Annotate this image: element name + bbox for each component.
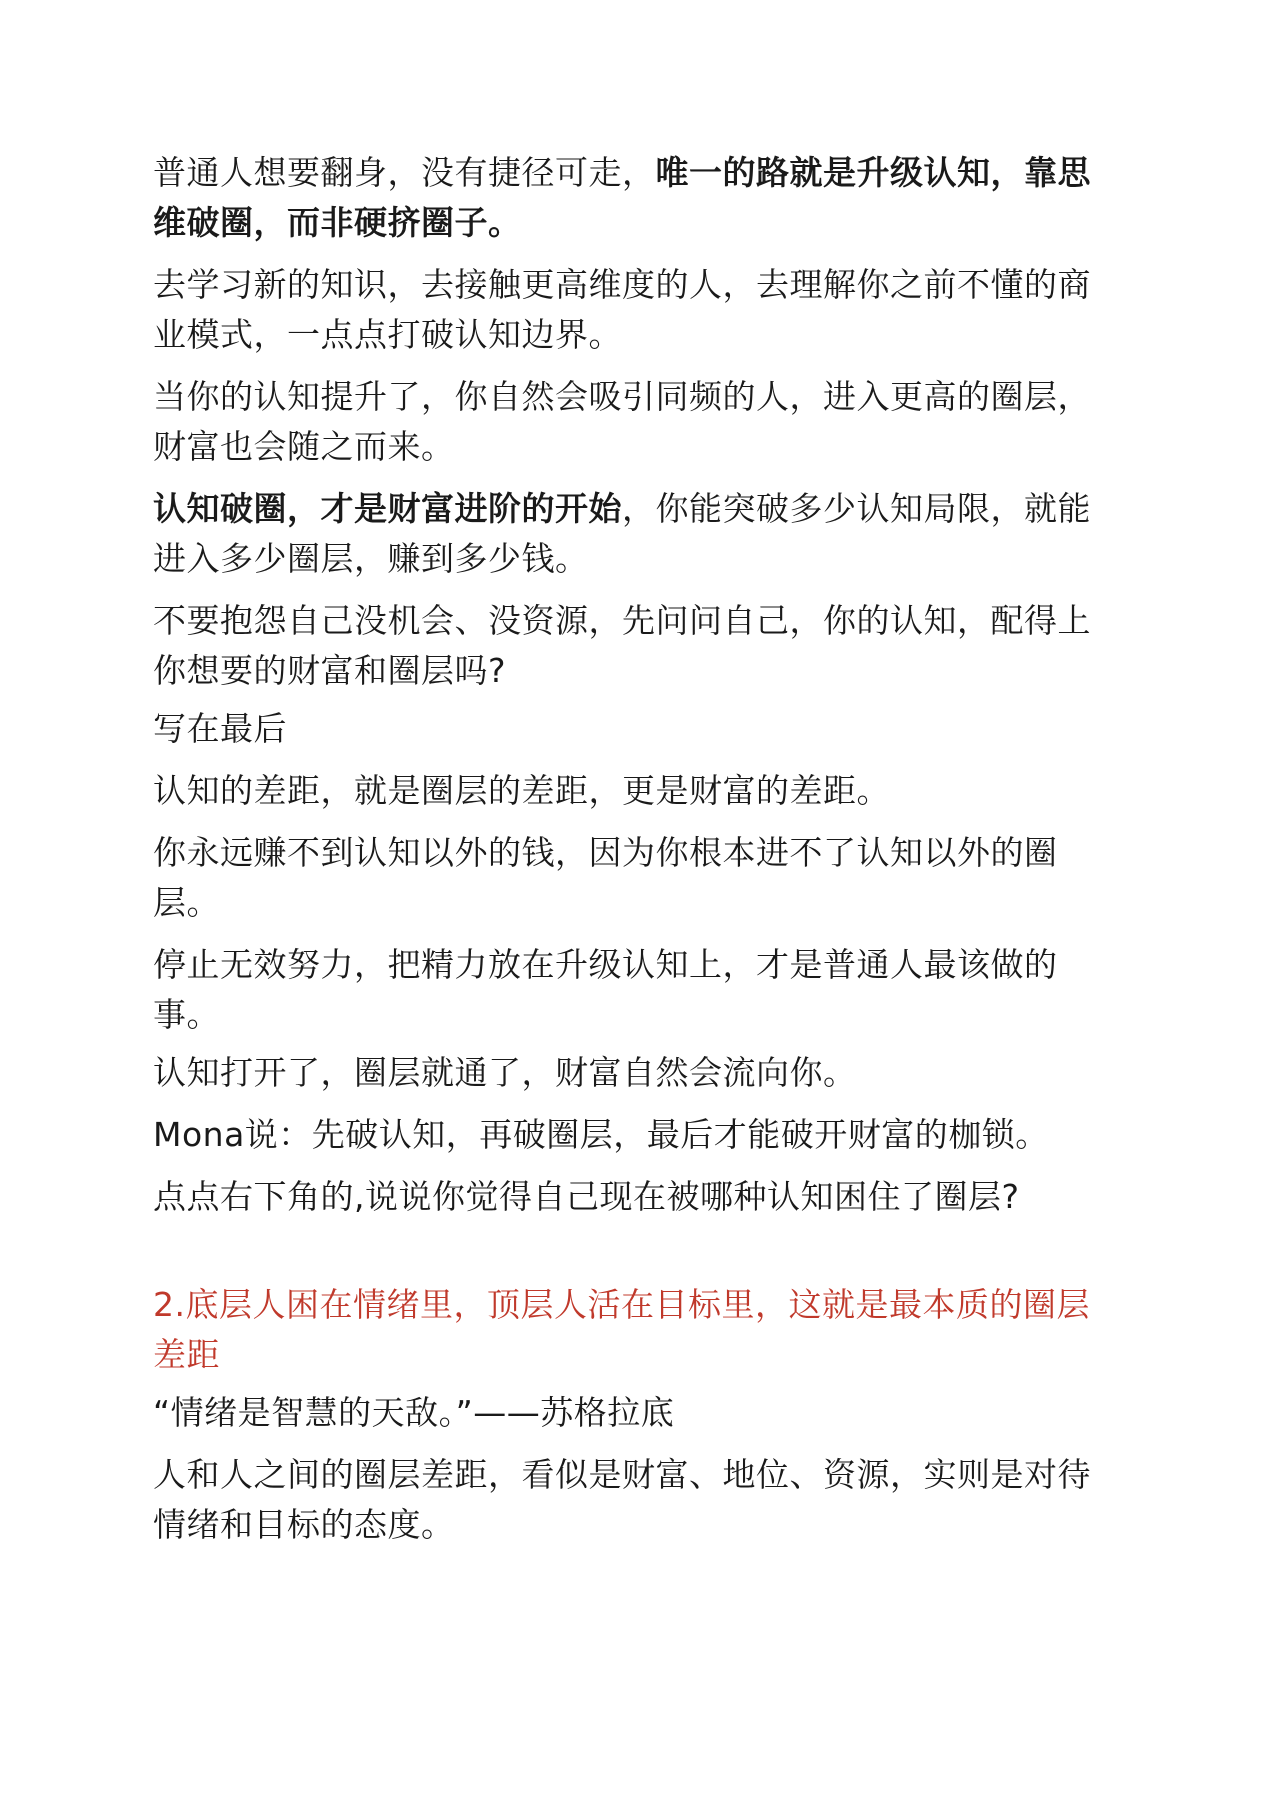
- paragraph-4-bold: 认知破圈，才是财富进阶的开始: [153, 489, 622, 528]
- paragraph-3: 当你的认知提升了，你自然会吸引同频的人，进入更高的圈层，财富也会随之而来。: [153, 377, 1091, 466]
- quote: “情绪是智慧的天敌。”——苏格拉底: [153, 1393, 675, 1432]
- paragraph-1: [153, 148, 1093, 248]
- document-body: [153, 148, 1093, 1550]
- paragraph-13: 人和人之间的圈层差距，看似是财富、地位、资源，实则是对待情绪和目标的态度。: [153, 1455, 1091, 1544]
- paragraph-1-bold: 唯一的路就是升级认知，靠思维破圈，而非硬挤圈子。: [153, 153, 1091, 242]
- section-title-final: 写在最后: [153, 709, 287, 748]
- paragraph-1-normal: 普通人想要翻身，没有捷径可走，: [153, 153, 656, 192]
- paragraph-4-normal: ，你能突破多少认知局限，就能进入多少圈层，赚到多少钱。: [153, 489, 1091, 578]
- paragraph-12: 点点右下角的,说说你觉得自己现在被哪种认知困住了圈层?: [153, 1177, 1020, 1216]
- paragraph-8: 你永远赚不到认知以外的钱，因为你根本进不了认知以外的圈层。: [153, 833, 1058, 922]
- paragraph-11: Mona说：先破认知，再破圈层，最后才能破开财富的枷锁。: [153, 1115, 1049, 1154]
- paragraph-7: 认知的差距，就是圈层的差距，更是财富的差距。: [153, 771, 890, 810]
- paragraph-5: 不要抱怨自己没机会、没资源，先问问自己，你的认知，配得上你想要的财富和圈层吗?: [153, 601, 1091, 690]
- paragraph-2: 去学习新的知识，去接触更高维度的人，去理解你之前不懂的商业模式，一点点打破认知边界。: [153, 265, 1091, 354]
- section-spacer: [153, 1222, 1093, 1280]
- paragraph-4: [153, 484, 1093, 584]
- paragraph-9: 停止无效努力，把精力放在升级认知上，才是普通人最该做的事。: [153, 945, 1058, 1034]
- section-heading-2: 2.底层人困在情绪里，顶层人活在目标里，这就是最本质的圈层差距: [153, 1285, 1090, 1374]
- paragraph-10: 认知打开了，圈层就通了，财富自然会流向你。: [153, 1053, 857, 1092]
